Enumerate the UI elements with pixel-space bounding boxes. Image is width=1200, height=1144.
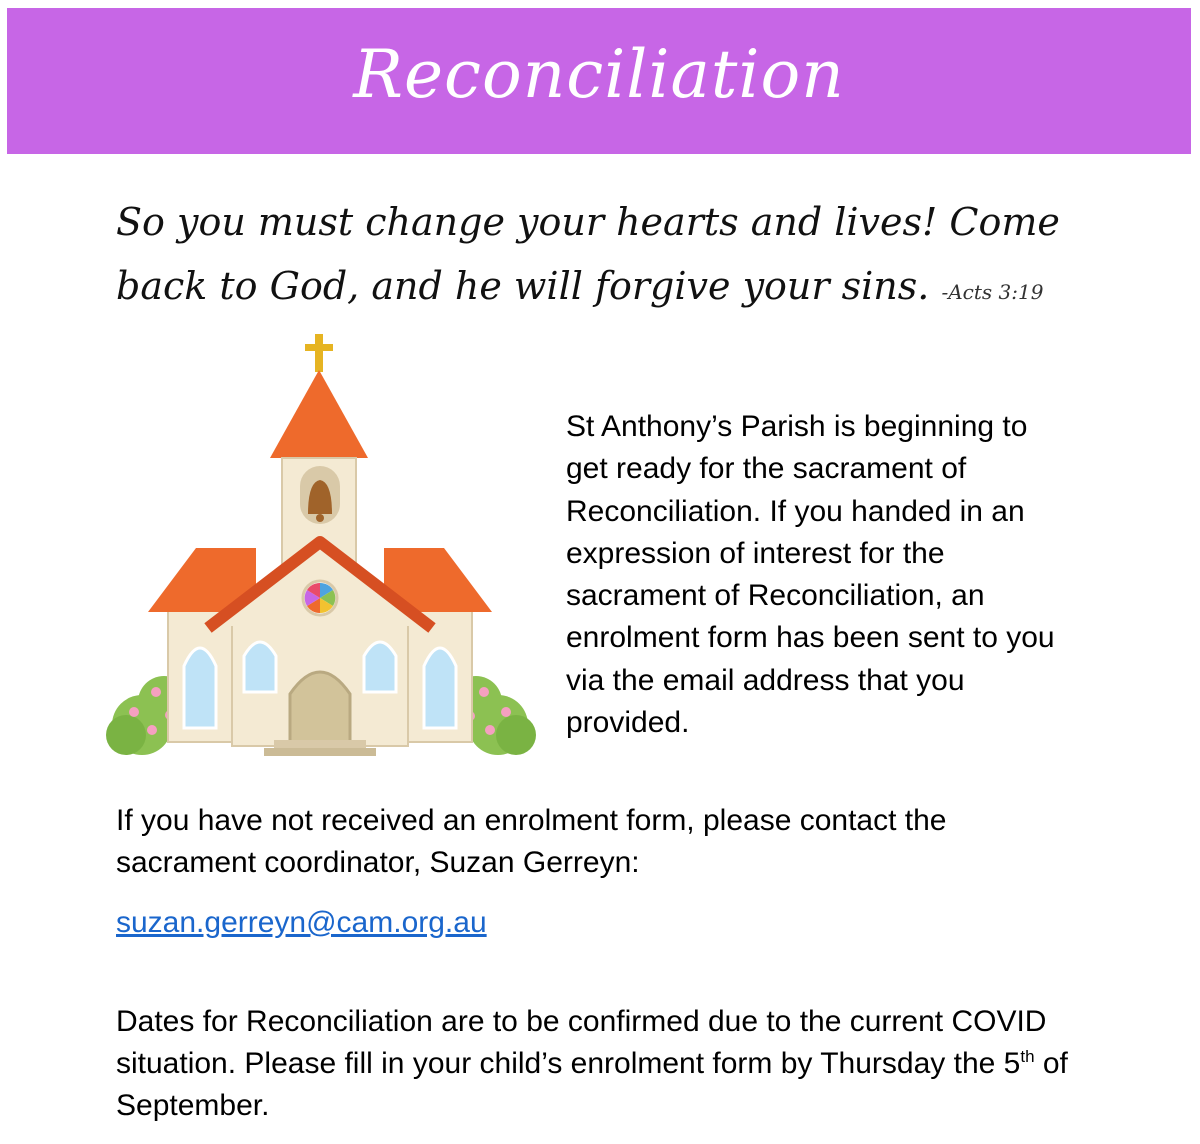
contact-paragraph: If you have not received an enrolment form, please contact the sacrament coordinator, Suzan Gerreyn: bbox=[116, 804, 947, 879]
dates-paragraph bbox=[116, 1001, 1076, 1127]
intro-paragraph: St Anthony’s Parish is beginning to get ready for the sacrament of Reconciliation. If you handed in an expression of interest for the sacrament of Reconciliation, an enrolment form has been sent to you via the email address that you provided. bbox=[566, 410, 1055, 740]
email-link[interactable]: suzan.gerreyn@cam.org.au bbox=[116, 906, 487, 939]
dates-text: Dates for Reconciliation are to be confirmed due to the current COVID situation. Please fill in your child’s enrolment form by Thursday the 5 bbox=[116, 1005, 1047, 1080]
rose-window-icon bbox=[303, 581, 337, 615]
church-icon bbox=[104, 330, 536, 762]
scripture-verse bbox=[116, 190, 1076, 324]
dates-text-end: of September. bbox=[116, 1047, 1068, 1122]
verse-reference: -Acts 3:19 bbox=[941, 280, 1044, 304]
ordinal-suffix: th bbox=[1020, 1047, 1035, 1066]
cross-icon bbox=[305, 334, 333, 372]
title-banner bbox=[7, 8, 1191, 154]
verse-text: So you must change your hearts and lives! Come back to God, and he will forgive your sins. bbox=[116, 200, 1060, 308]
page-title: Reconciliation bbox=[353, 36, 845, 113]
